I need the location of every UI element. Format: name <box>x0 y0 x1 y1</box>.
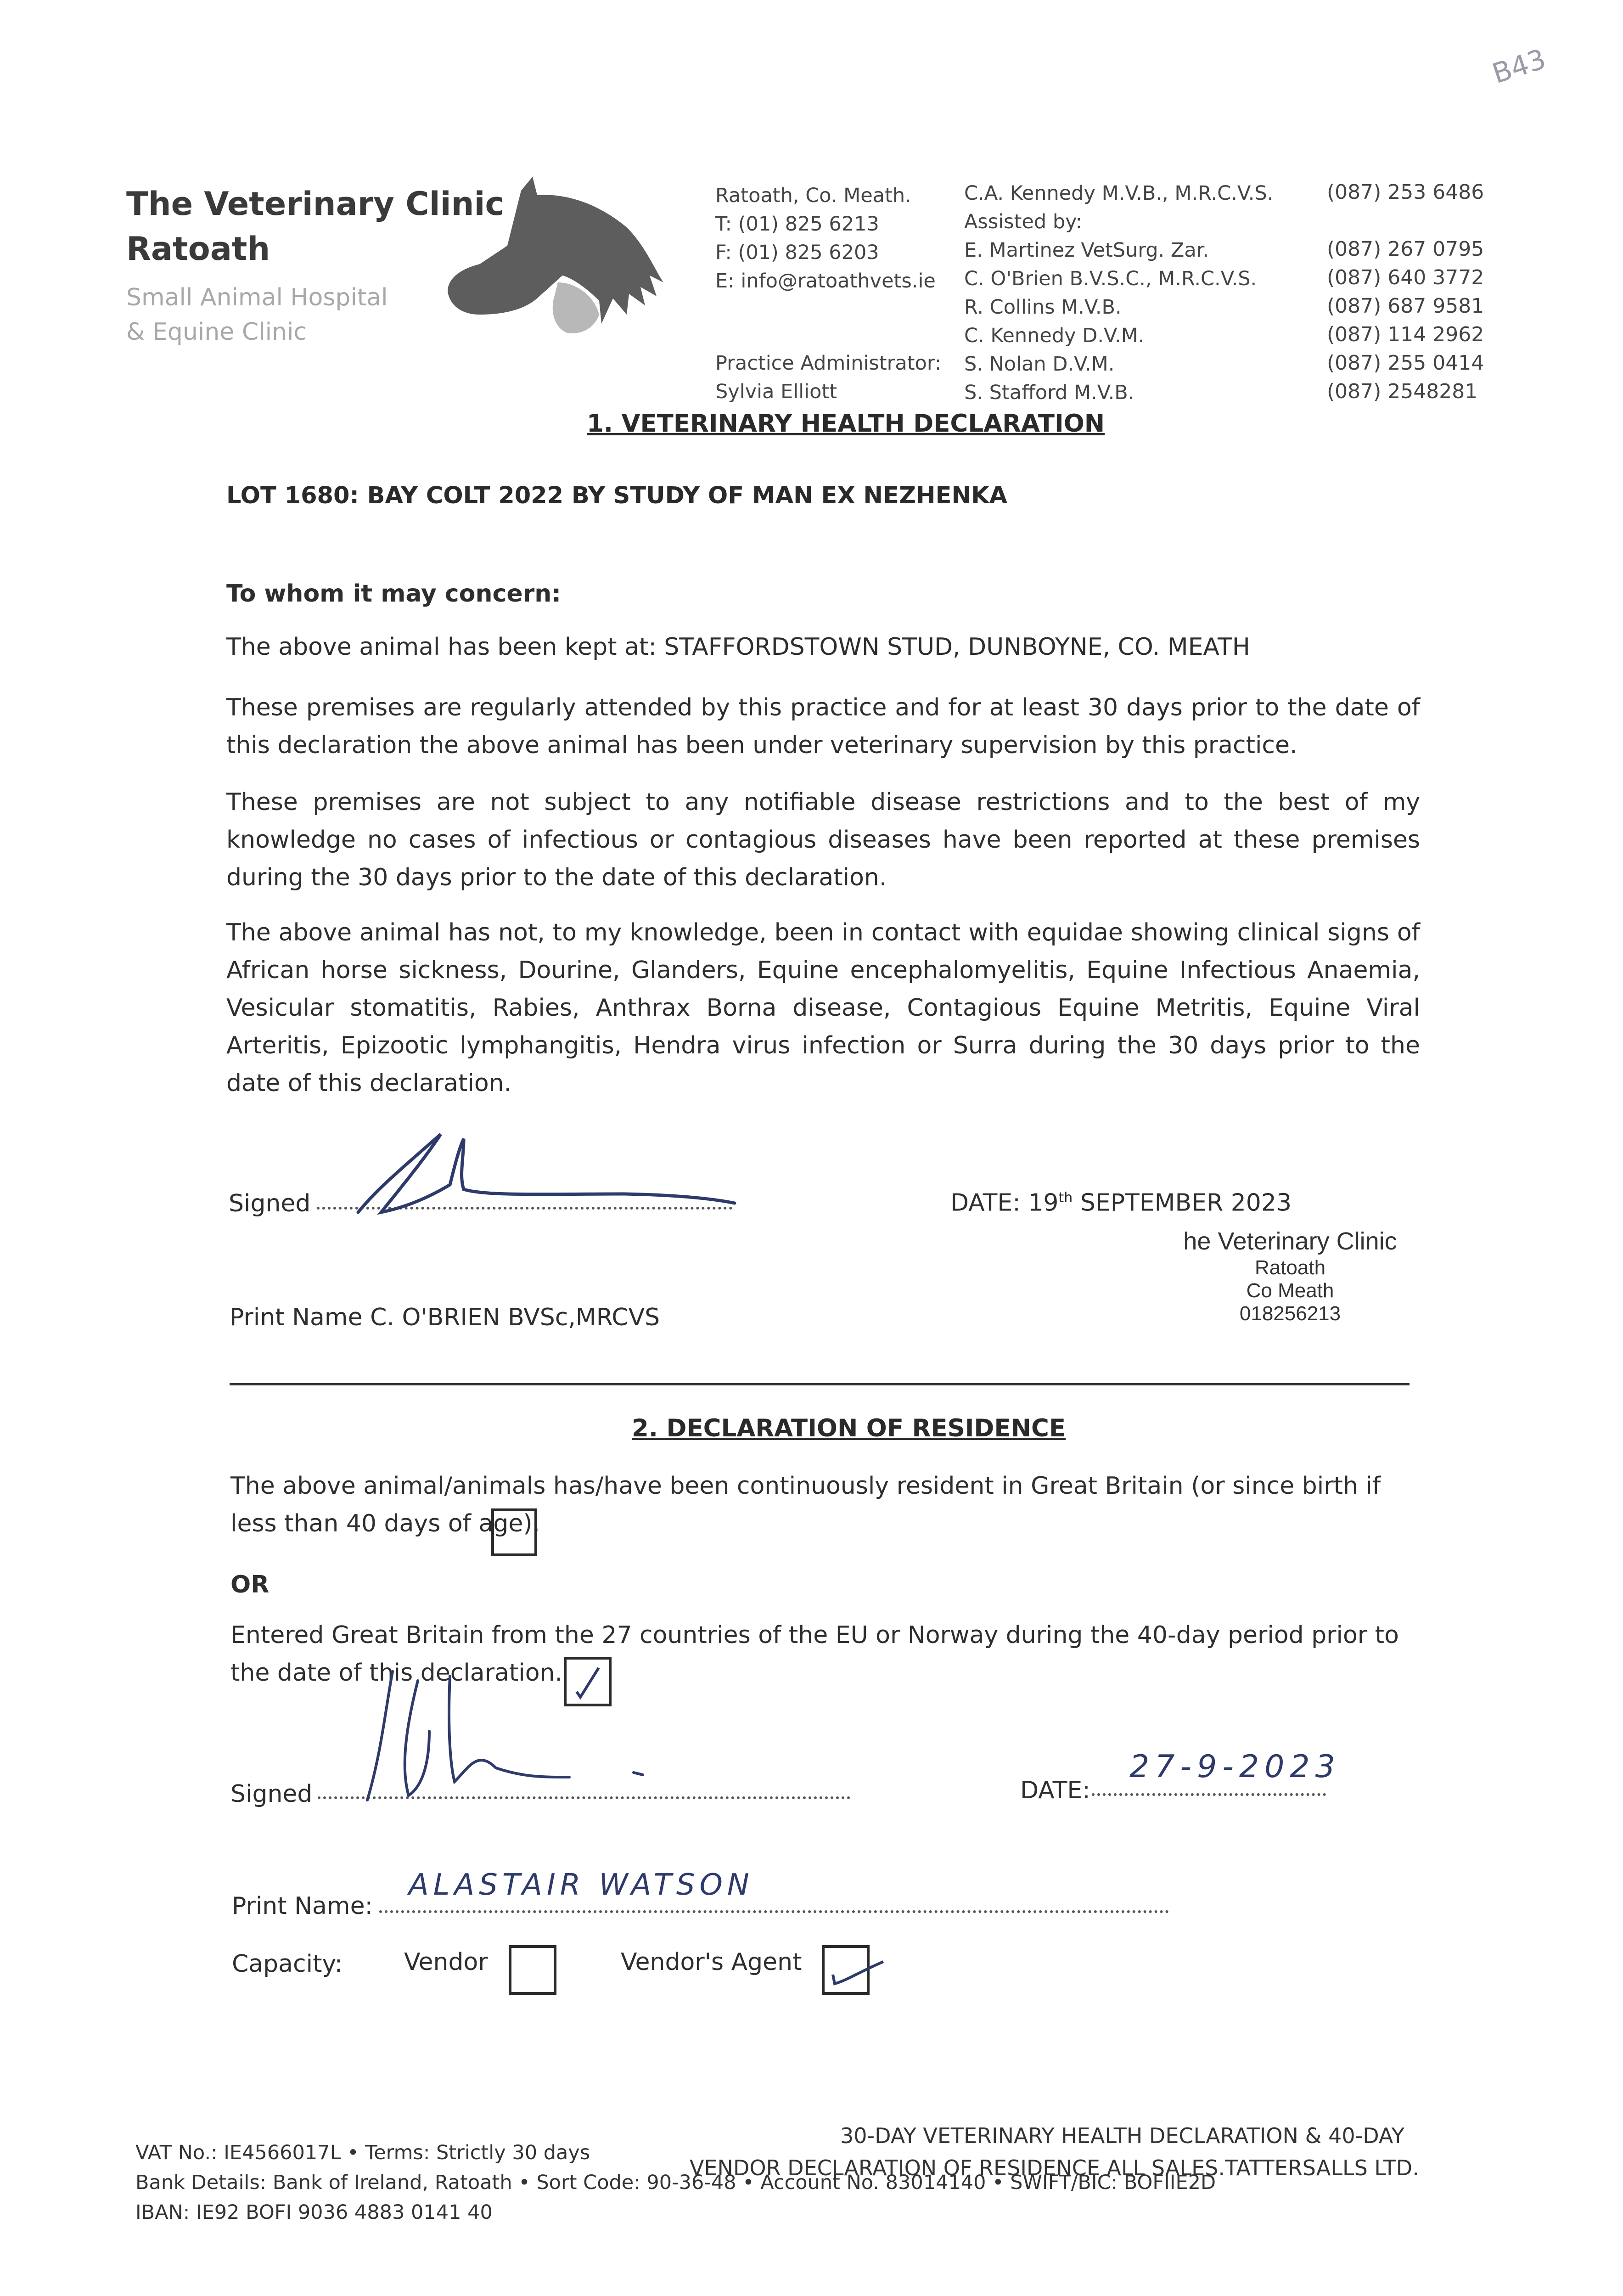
vet-name: S. Nolan D.V.M. <box>964 353 1115 376</box>
date-suffix: th <box>1058 1190 1073 1206</box>
clinic-subtitle-line1: Small Animal Hospital <box>126 284 388 311</box>
vet-name: C. O'Brien B.V.S.C., M.R.C.V.S. <box>964 267 1257 290</box>
signed-label: Signed <box>229 1190 311 1217</box>
vet-name: C. Kennedy D.V.M. <box>964 324 1145 347</box>
section1-title: 1. VETERINARY HEALTH DECLARATION <box>587 410 1105 438</box>
footer-bank-details: Bank Details: Bank of Ireland, Ratoath • Sort Code: 90-36-48 • Account No. 83014140 • SWIFT/BIC: BOFIIE2D <box>135 2171 1216 2194</box>
footer-declaration-title-line1: 30-DAY VETERINARY HEALTH DECLARATION & 40-DAY <box>840 2123 1404 2148</box>
capacity-label: Capacity: <box>232 1950 343 1978</box>
lot-description: LOT 1680: BAY COLT 2022 BY STUDY OF MAN EX NEZHENKA <box>226 482 1008 509</box>
date-month-year: SEPTEMBER 2023 <box>1080 1189 1292 1217</box>
footer-vat: VAT No.: IE4566017L • Terms: Strictly 30 days <box>135 2141 590 2164</box>
vet-name: R. Collins M.V.B. <box>964 296 1122 319</box>
clinic-stamp <box>1166 1226 1414 1325</box>
disease-restrictions-paragraph: These premises are not subject to any notifiable disease restrictions and to the best of my knowledge no cases of infectious or contagious diseases have been reported at these premises during the 30 days prior to the date of this declaration. <box>226 788 1420 891</box>
resident-statement <box>230 1467 1420 1542</box>
vendors-agent-option-label: Vendor's Agent <box>621 1948 802 1976</box>
horse-head-logo <box>448 177 668 338</box>
vet-phone: (087) 2548281 <box>1327 380 1478 403</box>
vet-phone: (087) 255 0414 <box>1327 351 1484 375</box>
stamp-line4: 018256213 <box>1239 1302 1341 1325</box>
entered-statement-text: Entered Great Britain from the 27 countries of the EU or Norway during the 40-day period prior to the date of this declaration. <box>230 1621 1399 1687</box>
vet-phone: (087) 687 9581 <box>1327 294 1484 318</box>
contact-with-equidae-paragraph: The above animal has not, to my knowledge, been in contact with equidae showing clinical signs of African horse sickness, Dourine, Glanders, Equine encephalomyelitis, Equine Infectious Anaemia, Vesicular stomatitis, Rabies, Anthrax Borna disease, Contagious Equine Metritis, Equine Viral Arteritis, Epizootic lymphangitis, Hendra virus infection or Surra during the 30 days prior to the date of this declaration. <box>226 919 1420 1097</box>
greeting: To whom it may concern: <box>226 580 562 608</box>
stamp-line2: Ratoath <box>1254 1256 1326 1279</box>
clinic-name-line2: Ratoath <box>126 230 270 268</box>
vet-phone: (087) 114 2962 <box>1327 323 1484 346</box>
section2-title: 2. DECLARATION OF RESIDENCE <box>632 1414 1066 1442</box>
practice-administrator-label: Practice Administrator: <box>715 352 942 375</box>
print-name-line <box>379 1906 1169 1913</box>
vet-phone <box>1327 207 1484 235</box>
vendor-signature <box>349 1662 670 1809</box>
corner-handwritten-mark: B43 <box>1488 43 1550 90</box>
date-label: DATE: <box>950 1189 1021 1217</box>
print-name-value: ALASTAIR WATSON <box>409 1868 754 1902</box>
stamp-line1: he Veterinary Clinic <box>1183 1227 1397 1255</box>
supervision-paragraph: These premises are regularly attended by this practice and for at least 30 days prior to the date of this declaration the above animal has been under veterinary supervision by this practice. <box>226 694 1420 759</box>
practice-administrator-name: Sylvia Elliott <box>715 380 837 403</box>
vendor-option-label: Vendor <box>404 1948 488 1976</box>
resident-statement-text: The above animal/animals has/have been continuously resident in Great Britain (or since birth if less than 40 days of age). <box>230 1472 1381 1537</box>
stamp-line3: Co Meath <box>1246 1279 1334 1302</box>
section2-date-label: DATE: <box>1020 1777 1090 1804</box>
checkmark-icon <box>825 1948 884 1992</box>
section2-signed-label: Signed <box>230 1780 313 1808</box>
or-label: OR <box>230 1571 270 1598</box>
clinic-email: E: info@ratoathvets.ie <box>715 270 936 293</box>
footer-declaration-title-line2: VENDOR DECLARATION OF RESIDENCE ALL SALES.TATTERSALLS LTD. <box>690 2155 1419 2180</box>
footer-iban: IBAN: IE92 BOFI 9036 4883 0141 40 <box>135 2201 493 2224</box>
clinic-name-line1: The Veterinary Clinic <box>126 185 504 223</box>
vet-name: C.A. Kennedy M.V.B., M.R.C.V.S. <box>964 182 1274 205</box>
section-divider <box>230 1383 1410 1385</box>
vet-phone: (087) 267 0795 <box>1327 237 1484 261</box>
vendor-checkbox[interactable] <box>509 1945 556 1995</box>
vet-signature <box>349 1130 744 1221</box>
clinic-address: Ratoath, Co. Meath. <box>715 184 911 207</box>
vet-name: Assisted by: <box>964 210 1082 233</box>
section1-date <box>950 1179 1292 1221</box>
section2-date-line <box>1092 1789 1326 1796</box>
vet-print-name: Print Name C. O'BRIEN BVSc,MRCVS <box>230 1304 660 1331</box>
section2-date-value: 27-9-2023 <box>1129 1749 1341 1785</box>
clinic-fax: F: (01) 825 6203 <box>715 241 879 264</box>
clinic-telephone: T: (01) 825 6213 <box>715 213 879 236</box>
vet-name: E. Martinez VetSurg. Zar. <box>964 239 1209 262</box>
vendors-agent-checkbox[interactable] <box>822 1945 870 1995</box>
kept-at-statement: The above animal has been kept at: STAFFORDSTOWN STUD, DUNBOYNE, CO. MEATH <box>226 633 1250 661</box>
vet-phone: (087) 253 6486 <box>1327 180 1484 204</box>
date-day: 19 <box>1028 1189 1059 1217</box>
vet-phone: (087) 640 3772 <box>1327 266 1484 289</box>
clinic-subtitle-line2: & Equine Clinic <box>126 318 307 346</box>
vet-name: S. Stafford M.V.B. <box>964 381 1134 404</box>
resident-checkbox[interactable] <box>491 1508 537 1556</box>
print-name-label: Print Name: <box>232 1892 373 1920</box>
